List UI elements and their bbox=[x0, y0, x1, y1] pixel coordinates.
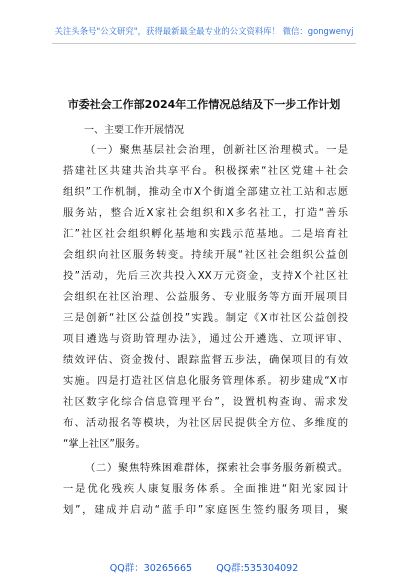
header-promo-text: 关注头条号"公文研究"，获得最新最全最专业的公文资料库！ 微信：gongwenyj bbox=[54, 26, 354, 36]
body-line: 布、活动报名等模块，为社区居民提供全方位、多维度的 bbox=[63, 417, 348, 429]
body-line: 一是优化残疾人康复服务体系。全面推进“阳光家园计 bbox=[63, 483, 348, 495]
page-header bbox=[0, 0, 408, 78]
document-title: 市委社会工作部2024年工作情况总结及下一步工作计划 bbox=[67, 98, 341, 111]
body-line: “掌上社区”服务。 bbox=[63, 438, 146, 450]
body-line: 绩效评估、资金拨付、跟踪监督五步法，确保项目的有效 bbox=[63, 354, 348, 366]
body-line: 划”，建成并启动“蓝手印”家庭医生签约服务项目，聚 bbox=[63, 504, 348, 516]
body-line: 三是创新“社区公益创投”实践。制定《X市社区公益创投 bbox=[63, 312, 348, 324]
body-line: 会组织向社区服务转变。持续开展“社区社会组织公益创 bbox=[63, 249, 348, 261]
body-line: 会组织在社区治理、公益服务、专业服务等方面开展项目 bbox=[63, 291, 348, 303]
body-line: （一）聚焦基层社会治理，创新社区治理模式。一是 bbox=[85, 144, 348, 156]
body-line: 服务站，整合近X家社会组织和X多名社工，打造“善乐 bbox=[63, 207, 348, 219]
body-line: 汇”社区社会组织孵化基地和实践示范基地。二是培育社 bbox=[63, 228, 348, 240]
footer-qq-groups: QQ群：30265665 QQ群:535304092 bbox=[109, 563, 299, 574]
body-line: （二）聚焦特殊困难群体，探索社会事务服务新模式。 bbox=[85, 462, 348, 474]
body-line: 实施。四是打造社区信息化服务管理体系。初步建成“X市 bbox=[63, 375, 348, 387]
header-divider bbox=[52, 43, 356, 44]
body-line: 搭建社区共建共治共享平台。积极探索“社区党建＋社会 bbox=[63, 165, 348, 177]
body-line: 投”活动，先后三次共投入XX万元资金，支持X个社区社 bbox=[63, 270, 348, 282]
section-heading: 一、主要工作开展情况 bbox=[84, 125, 184, 136]
body-line: 社区数字化综合信息管理平台”，设置机构查询、需求发 bbox=[63, 396, 348, 408]
page-footer bbox=[0, 560, 408, 580]
body-line: 组织”工作机制，推动全市X个街道全部建立社工站和志愿 bbox=[63, 186, 348, 198]
body-line: 项目遴选与资助管理办法》，通过公开遴选、立项评审、 bbox=[63, 333, 348, 345]
